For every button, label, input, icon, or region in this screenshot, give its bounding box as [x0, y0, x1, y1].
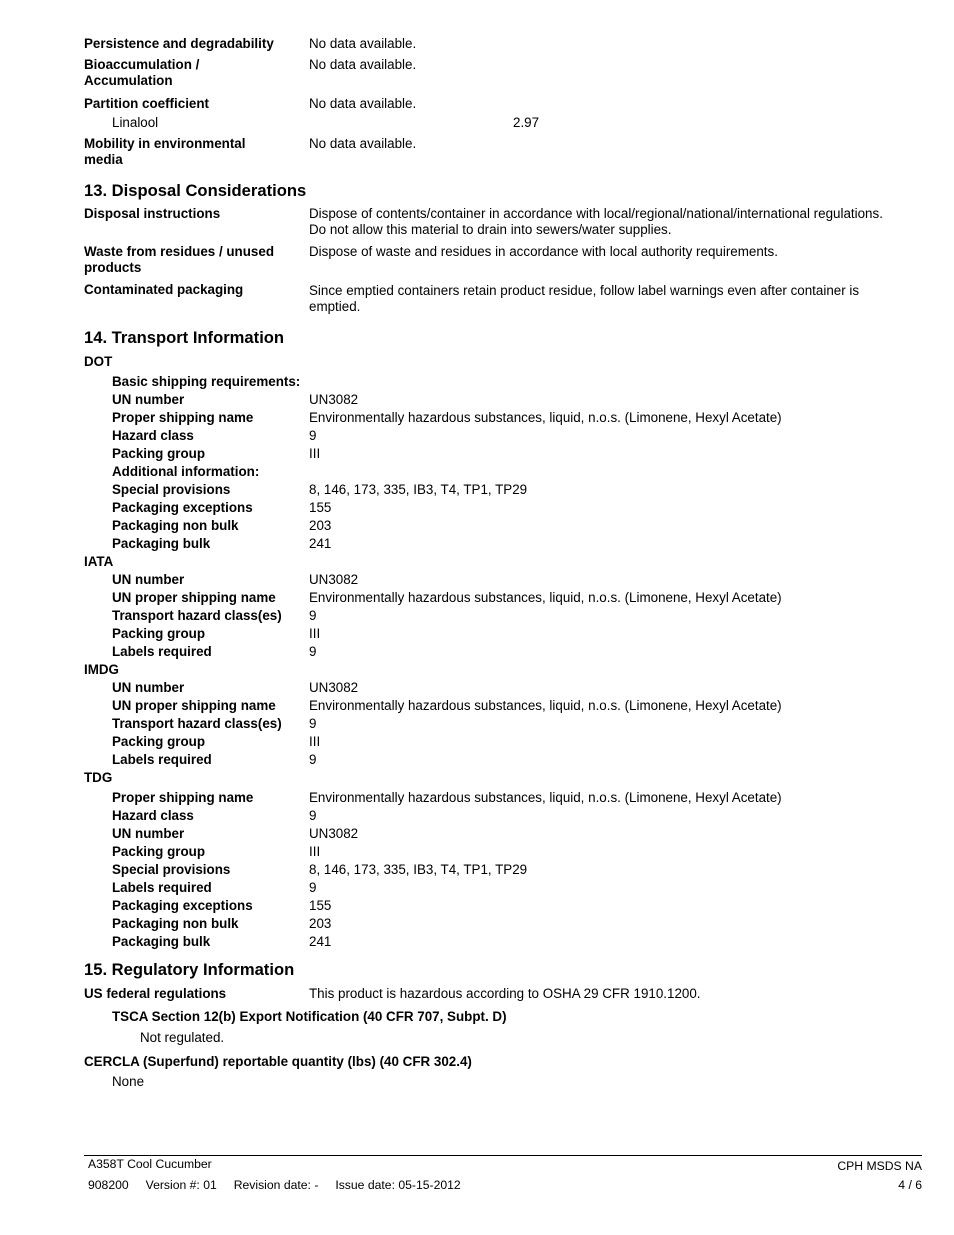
row-label: Packing group	[112, 446, 206, 461]
table-row	[84, 861, 922, 879]
table-row	[84, 825, 922, 843]
dot-additional-table	[84, 481, 922, 553]
persistence-row	[84, 36, 922, 57]
imdg-table	[84, 679, 922, 769]
row-value: UN3082	[309, 392, 359, 407]
table-row	[84, 789, 922, 807]
bioaccumulation-value: No data available.	[309, 57, 417, 72]
linalool-row	[84, 115, 922, 136]
row-label: Packing group	[112, 734, 206, 749]
row-value: UN3082	[309, 572, 359, 587]
sds-page	[84, 36, 922, 1090]
partition-label: Partition coefficient	[84, 96, 209, 111]
table-row	[84, 933, 922, 951]
row-value: UN3082	[309, 826, 359, 841]
table-row	[84, 643, 922, 661]
row-label: Transport hazard class(es)	[112, 608, 282, 623]
disposal-instructions-value	[309, 206, 922, 244]
dot-heading: DOT	[84, 354, 113, 369]
disposal-instructions-row	[84, 206, 922, 244]
table-row	[84, 679, 922, 697]
row-label: UN number	[112, 826, 185, 841]
row-label: Packaging bulk	[112, 934, 211, 949]
footer-version: Version #: 01	[145, 1178, 217, 1192]
linalool-label: Linalool	[112, 115, 159, 130]
row-label: Packaging exceptions	[112, 898, 253, 913]
us-federal-label: US federal regulations	[84, 986, 227, 1001]
row-value: 203	[309, 518, 332, 533]
table-row	[84, 391, 922, 409]
row-label: UN proper shipping name	[112, 698, 276, 713]
row-value: 241	[309, 934, 332, 949]
table-row	[84, 915, 922, 933]
row-value: Environmentally hazardous substances, liquid, n.o.s. (Limonene, Hexyl Acetate)	[309, 410, 782, 425]
waste-label-line1: Waste from residues / unused	[84, 244, 274, 259]
row-label: Packaging non bulk	[112, 518, 239, 533]
tsca-value: Not regulated.	[140, 1030, 225, 1045]
tdg-table	[84, 789, 922, 951]
footer-doc-type: CPH MSDS NA	[837, 1159, 922, 1173]
table-row	[84, 697, 922, 715]
iata-heading: IATA	[84, 554, 114, 569]
row-label: Special provisions	[112, 482, 231, 497]
table-row	[84, 807, 922, 825]
table-row	[84, 625, 922, 643]
row-value: 9	[309, 716, 317, 731]
mobility-label-line2: media	[84, 152, 123, 167]
footer-code: 908200	[88, 1178, 129, 1192]
row-label: Labels required	[112, 880, 212, 895]
row-label: UN number	[112, 572, 185, 587]
table-row	[84, 897, 922, 915]
row-label: Packaging bulk	[112, 536, 211, 551]
row-value: Environmentally hazardous substances, liquid, n.o.s. (Limonene, Hexyl Acetate)	[309, 698, 782, 713]
table-row	[84, 571, 922, 589]
row-value: III	[309, 734, 321, 749]
page-footer	[84, 1155, 922, 1192]
row-value: 241	[309, 536, 332, 551]
row-value: Environmentally hazardous substances, liquid, n.o.s. (Limonene, Hexyl Acetate)	[309, 790, 782, 805]
table-row	[84, 589, 922, 607]
table-row	[84, 499, 922, 517]
contaminated-packaging-value	[309, 282, 922, 320]
dot-additional-heading: Additional information:	[112, 464, 260, 479]
row-label: Labels required	[112, 644, 212, 659]
iata-table	[84, 571, 922, 661]
cercla-value: None	[112, 1074, 145, 1089]
footer-page-number: 4 / 6	[898, 1178, 922, 1192]
footer-product: A358T Cool Cucumber	[88, 1157, 212, 1171]
table-row	[84, 879, 922, 897]
row-label: Proper shipping name	[112, 790, 254, 805]
footer-doc-info	[84, 1178, 461, 1192]
footer-row-2	[84, 1178, 922, 1192]
row-value: 8, 146, 173, 335, IB3, T4, TP1, TP29	[309, 862, 528, 877]
table-row	[84, 409, 922, 427]
mobility-label	[84, 136, 309, 173]
row-label: Proper shipping name	[112, 410, 254, 425]
row-value: 9	[309, 808, 317, 823]
bioaccumulation-row	[84, 57, 922, 96]
waste-label-line2: products	[84, 260, 142, 275]
cercla-heading: CERCLA (Superfund) reportable quantity (lbs) (40 CFR 302.4)	[84, 1054, 472, 1069]
row-label: Transport hazard class(es)	[112, 716, 282, 731]
dot-basic-table	[84, 391, 922, 463]
us-federal-value: This product is hazardous according to OSHA 29 CFR 1910.1200.	[309, 986, 701, 1001]
dot-basic-heading: Basic shipping requirements:	[112, 374, 301, 389]
row-value: 9	[309, 644, 317, 659]
row-value: UN3082	[309, 680, 359, 695]
mobility-value: No data available.	[309, 136, 417, 151]
row-label: Hazard class	[112, 808, 194, 823]
row-label: UN number	[112, 680, 185, 695]
contaminated-packaging-label: Contaminated packaging	[84, 282, 244, 297]
disposal-instructions-line2: Do not allow this material to drain into sewers/water supplies.	[309, 222, 672, 237]
bioaccumulation-label	[84, 57, 309, 96]
row-label: Packing group	[112, 844, 206, 859]
table-row	[84, 481, 922, 499]
contaminated-packaging-row	[84, 282, 922, 320]
table-row	[84, 427, 922, 445]
mobility-label-line1: Mobility in environmental	[84, 136, 246, 151]
bioaccumulation-label-line1: Bioaccumulation /	[84, 57, 200, 72]
row-value: 155	[309, 898, 332, 913]
tdg-heading: TDG	[84, 770, 113, 785]
contaminated-packaging-line1: Since emptied containers retain product residue, follow label warnings even after container is	[309, 283, 860, 298]
row-value: III	[309, 446, 321, 461]
linalool-value: 2.97	[513, 115, 540, 130]
row-label: Hazard class	[112, 428, 194, 443]
table-row	[84, 607, 922, 625]
disposal-instructions-line1: Dispose of contents/container in accordance with local/regional/national/international regulations.	[309, 206, 883, 221]
bioaccumulation-label-line2: Accumulation	[84, 73, 173, 88]
mobility-row	[84, 136, 922, 173]
table-row	[84, 715, 922, 733]
section-14-title: 14. Transport Information	[84, 328, 285, 347]
row-label: Packaging non bulk	[112, 916, 239, 931]
footer-issue: Issue date: 05-15-2012	[335, 1178, 461, 1192]
waste-value: Dispose of waste and residues in accordance with local authority requirements.	[309, 244, 778, 259]
row-value: 9	[309, 752, 317, 767]
row-value: 203	[309, 916, 332, 931]
row-label: UN proper shipping name	[112, 590, 276, 605]
table-row	[84, 517, 922, 535]
row-value: Environmentally hazardous substances, liquid, n.o.s. (Limonene, Hexyl Acetate)	[309, 590, 782, 605]
table-row	[84, 733, 922, 751]
table-row	[84, 751, 922, 769]
footer-row-1	[84, 1157, 922, 1175]
table-row	[84, 843, 922, 861]
waste-row	[84, 244, 922, 282]
disposal-instructions-label: Disposal instructions	[84, 206, 221, 221]
waste-label	[84, 244, 309, 282]
imdg-heading: IMDG	[84, 662, 119, 677]
persistence-label: Persistence and degradability	[84, 36, 274, 51]
persistence-value: No data available.	[309, 36, 417, 51]
row-label: UN number	[112, 392, 185, 407]
table-row	[84, 445, 922, 463]
row-value: 9	[309, 428, 317, 443]
row-value: 8, 146, 173, 335, IB3, T4, TP1, TP29	[309, 482, 528, 497]
row-value: 9	[309, 608, 317, 623]
row-label: Labels required	[112, 752, 212, 767]
row-label: Special provisions	[112, 862, 231, 877]
footer-revision: Revision date: -	[233, 1178, 319, 1192]
section-13-title: 13. Disposal Considerations	[84, 181, 307, 200]
partition-value: No data available.	[309, 96, 417, 111]
row-label: Packaging exceptions	[112, 500, 253, 515]
us-federal-row	[84, 986, 922, 1008]
row-value: III	[309, 626, 321, 641]
table-row	[84, 535, 922, 553]
row-label: Packing group	[112, 626, 206, 641]
partition-row	[84, 96, 922, 115]
row-value: 9	[309, 880, 317, 895]
section-15-title: 15. Regulatory Information	[84, 960, 295, 979]
row-value: 155	[309, 500, 332, 515]
tsca-heading: TSCA Section 12(b) Export Notification (40 CFR 707, Subpt. D)	[112, 1009, 507, 1024]
row-value: III	[309, 844, 321, 859]
contaminated-packaging-line2: emptied.	[309, 299, 361, 314]
